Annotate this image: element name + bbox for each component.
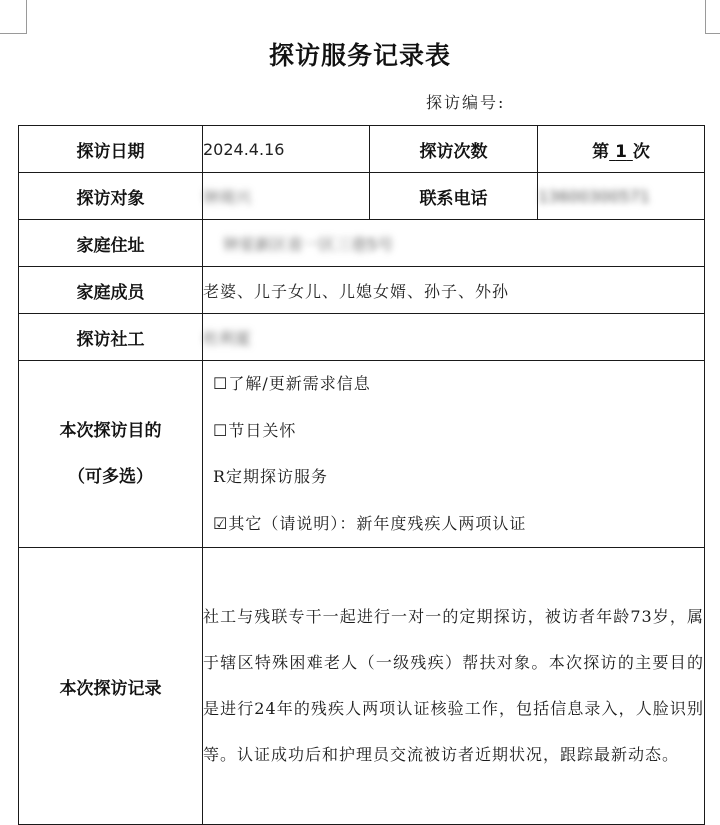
purpose-label-line1: 本次探访目的 [59,421,162,441]
row-family [19,267,705,314]
purpose-option-holiday-care[interactable]: ☐节日关怀 [213,420,297,440]
visit-count-value [538,126,705,173]
page-corner-mark-left [0,0,27,34]
document-title: 探访服务记录表 [268,41,451,70]
record-text: 社工与残联专干一起进行一对一的定期探访，被访者年龄73岁，属于辖区特殊困难老人（一级残疾）帮扶对象。本次探访的主要目的是进行24年的残疾人两项认证核验工作，包括信息录入，人脸识别等。认证成功后和护理员交流被访者近期状况，跟踪最新动态。 [203,548,705,825]
page-corner-mark-right [705,0,720,34]
phone-label: 联系电话 [370,173,538,220]
address-label: 家庭住址 [19,220,203,267]
visit-count-prefix: 第 [592,141,610,162]
visit-count-suffix: 次 [632,141,650,162]
purpose-option-other[interactable]: ☑其它（请说明）：新年度残疾人两项认证 [213,513,527,533]
row-purpose [19,361,705,548]
row-date [19,126,705,173]
worker-value: 杜利夏 [203,328,252,348]
visit-serial-label: 探访编号: [426,93,506,112]
visit-record-table [18,125,705,825]
purpose-option-regular-visit[interactable]: R定期探访服务 [213,467,329,486]
row-address [19,220,705,267]
worker-label: 探访社工 [19,314,203,361]
purpose-options [203,361,705,548]
purpose-label-line2: （可多选） [68,467,153,487]
visit-object-label: 探访对象 [19,173,203,220]
visit-date-label: 探访日期 [19,126,203,173]
row-object [19,173,705,220]
row-record [19,548,705,825]
visit-date-value: 2024.4.16 [203,126,370,173]
record-label: 本次探访记录 [19,548,203,825]
purpose-option-update-info[interactable]: ☐了解/更新需求信息 [213,374,371,393]
visit-object-value: 钟周兴 [203,187,252,207]
row-worker [19,314,705,361]
visit-count-number: 1 [615,141,627,162]
visit-count-label: 探访次数 [370,126,538,173]
address-value: 钟星新区省一区三巷5号 [223,234,394,254]
family-value: 老婆、儿子女儿、儿媳女婿、孙子、外孙 [203,267,705,314]
purpose-label [19,361,203,548]
phone-value: 13600300571 [538,186,650,206]
family-label: 家庭成员 [19,267,203,314]
